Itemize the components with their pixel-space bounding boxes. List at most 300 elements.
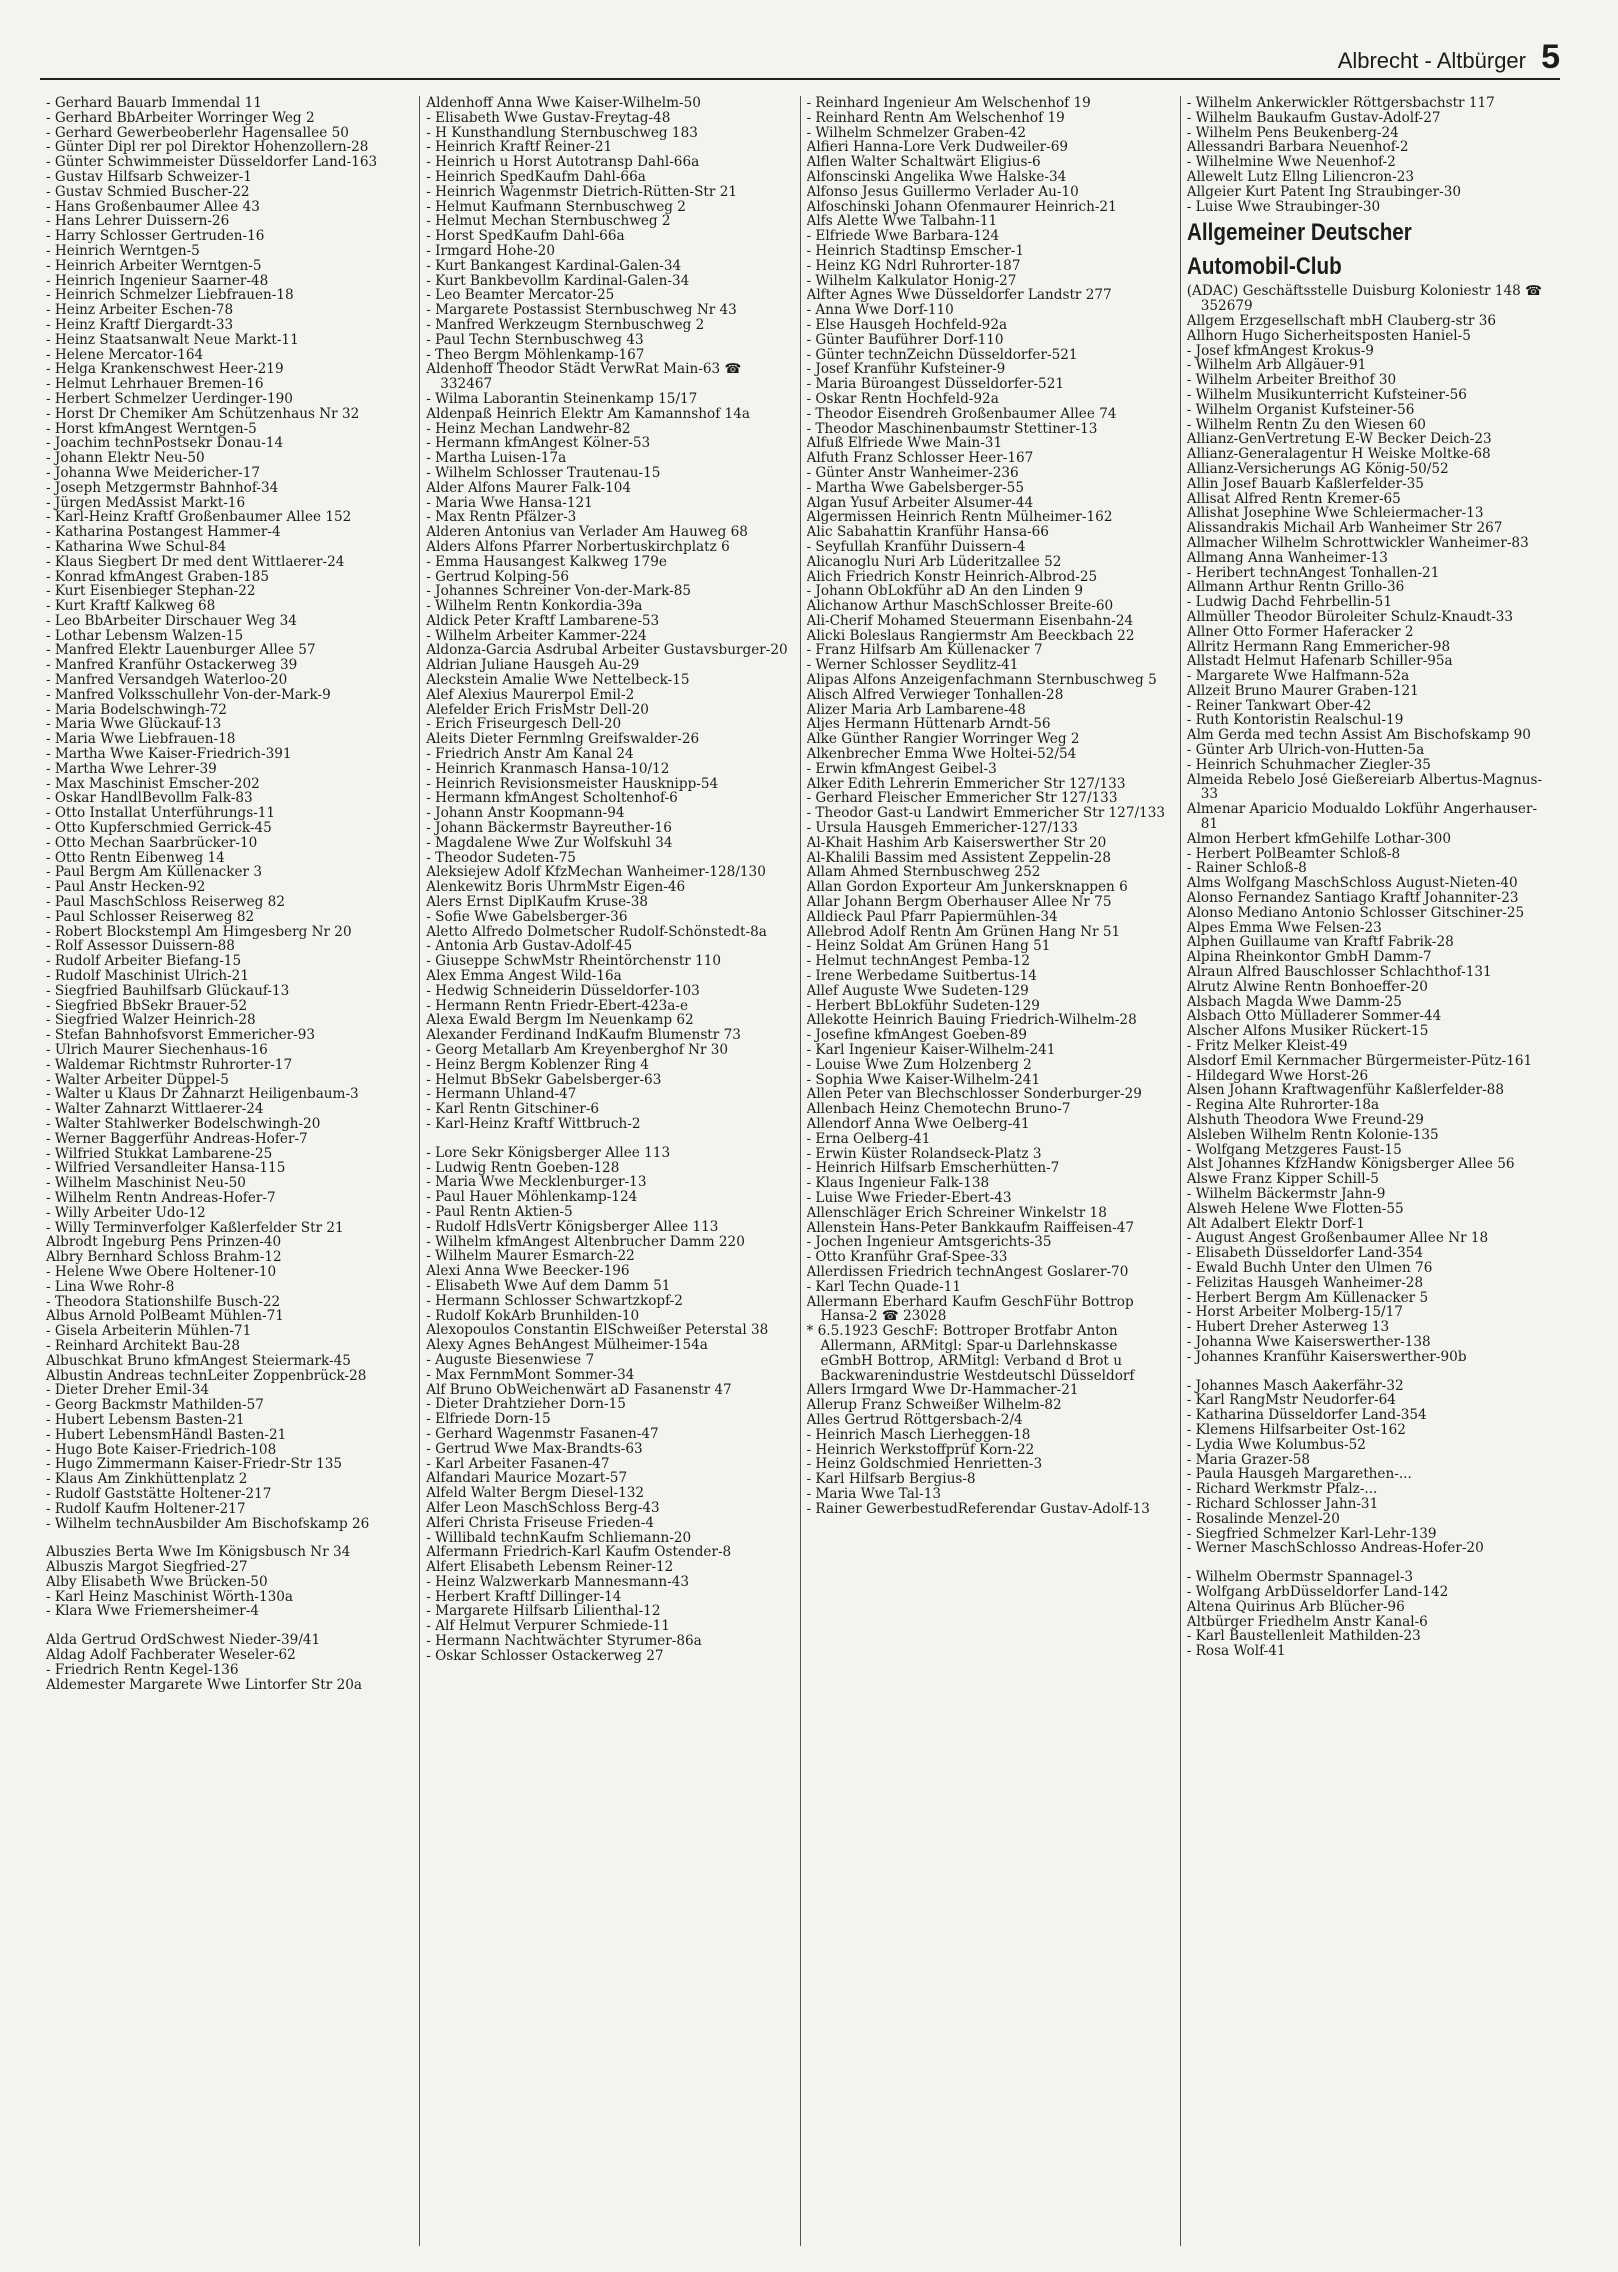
directory-entry: - Wilhelm Organist Kufsteiner-56 <box>1186 402 1415 418</box>
directory-entry: Allgem Erzgesellschaft mbH Clauberg-str 36 <box>1186 313 1497 329</box>
running-head: Albrecht - Altbürger <box>1337 48 1526 73</box>
directory-entry: - Maria Grazer-58 <box>1186 1452 1311 1468</box>
directory-entry: - Reinhard Ingenieur Am Welschenhof 19 <box>806 96 1091 111</box>
directory-entry: - Hugo Zimmermann Kaiser-Friedr-Str 135 <box>46 1457 343 1473</box>
directory-entry: Allhorn Hugo Sicherheitsposten Haniel-5 <box>1186 328 1471 344</box>
directory-entry: - Walter Arbeiter Düppel-5 <box>46 1072 229 1088</box>
directory-entry: - Rudolf Kaufm Holtener-217 <box>46 1501 246 1517</box>
directory-entry: - Theodor Gast-u Landwirt Emmericher Str 127/133 <box>806 806 1165 822</box>
directory-entry: - Ursula Hausgeh Emmericher-127/133 <box>806 821 1078 836</box>
directory-entry: - Lore Sekr Königsberger Allee 113 <box>426 1145 671 1161</box>
directory-entry: - Herbert Bergm Am Küllenacker 5 <box>1186 1290 1429 1306</box>
directory-entry: - Heinrich Kranmasch Hansa-10/12 <box>426 761 670 777</box>
directory-entry: - Siegfried Schmelzer Karl-Lehr-139 <box>1186 1526 1437 1542</box>
directory-entry: - Oskar Rentn Hochfeld-92a <box>806 391 999 407</box>
directory-entry: - Heinz Mechan Landwehr-82 <box>426 421 631 437</box>
directory-entry: Alef Alexius Maurerpol Emil-2 <box>426 687 635 703</box>
directory-entry: - Rudolf Maschinist Ulrich-21 <box>46 969 249 984</box>
directory-entry: - Wilhelm Rentn Konkordia-39a <box>426 599 643 614</box>
directory-entry: - Siegfried Bauhilfsarb Glückauf-13 <box>46 983 290 999</box>
column-4 <box>1180 96 1560 2246</box>
directory-entry: - Helmut Mechan Sternbuschweg 2 <box>426 214 671 230</box>
directory-entry: - Siegfried BbSekr Brauer-52 <box>46 998 248 1014</box>
directory-entry: - Otto Mechan Saarbrücker-10 <box>46 835 258 851</box>
directory-entry: - Karl Rentn Gitschiner-6 <box>426 1102 600 1117</box>
directory-entry: Alex Emma Angest Wild-16a <box>426 969 622 984</box>
directory-entry: - Heribert technAngest Tonhallen-21 <box>1186 565 1440 581</box>
directory-entry: Alexopoulos Constantin ElSchweißer Peterstal 38 <box>426 1323 769 1339</box>
entry-gap <box>46 1531 413 1545</box>
directory-entry: - Hugo Bote Kaiser-Friedrich-108 <box>46 1442 277 1458</box>
directory-entry: Alic Sabahattin Kranführ Hansa-66 <box>806 525 1049 540</box>
directory-entry: - Max Rentn Pfälzer-3 <box>426 510 577 526</box>
directory-entry: - Paul MaschSchloss Reiserweg 82 <box>46 895 285 910</box>
directory-entry: - Karl-Heinz Kraftf Großenbaumer Allee 152 <box>46 510 352 526</box>
directory-entry: - Sofie Wwe Gabelsberger-36 <box>426 909 628 925</box>
directory-entry: - Herbert PolBeamter Schloß-8 <box>1186 846 1401 862</box>
bold-heading: Allgemeiner Deutscher <box>1186 219 1412 247</box>
directory-entry: - Antonia Arb Gustav-Adolf-45 <box>426 939 633 955</box>
directory-entry: Alich Friedrich Konstr Heinrich-Albrod-25 <box>806 569 1098 585</box>
directory-entry: - Alf Helmut Verpurer Schmiede-11 <box>426 1619 670 1635</box>
directory-entry: - Heinz Kraftf Diergardt-33 <box>46 317 234 333</box>
directory-entry: Alexi Anna Wwe Beecker-196 <box>426 1264 630 1279</box>
directory-entry: - Karl-Heinz Kraftf Wittbruch-2 <box>426 1116 641 1132</box>
directory-entry: Alsweh Helene Wwe Flotten-55 <box>1186 1201 1404 1217</box>
directory-entry: - Wilhelm Ankerwickler Röttgersbachstr 117 <box>1186 96 1495 111</box>
directory-entry: - Maria Wwe Mecklenburger-13 <box>426 1175 647 1191</box>
directory-entry: Aletto Alfredo Dolmetscher Rudolf-Schönstedt-8a <box>426 924 767 940</box>
directory-entry: Alsdorf Emil Kernmacher Bürgermeister-Pütz-161 <box>1186 1053 1533 1069</box>
directory-entry: Alfermann Friedrich-Karl Kaufm Ostender-8 <box>426 1545 732 1561</box>
directory-entry: - Heinrich Schuhmacher Ziegler-35 <box>1186 757 1431 773</box>
directory-entry: - Kurt Eisenbieger Stephan-22 <box>46 584 256 600</box>
directory-entry: - Maria Wwe Tal-13 <box>806 1486 942 1502</box>
directory-entry: Alpina Rheinkontor GmbH Damm-7 <box>1186 950 1432 966</box>
directory-entry: - Herbert Kraftf Dillinger-14 <box>426 1589 622 1605</box>
directory-entry: - Auguste Biesenwiese 7 <box>426 1352 595 1368</box>
directory-entry: - Wilhelm Kalkulator Honig-27 <box>806 273 1017 289</box>
directory-entry: - Hans Großenbaumer Allee 43 <box>46 199 260 215</box>
directory-entry: Alexy Agnes BehAngest Mülheimer-154a <box>426 1338 708 1353</box>
directory-entry: Alfonso Jesus Guillermo Verlader Au-10 <box>806 184 1079 200</box>
directory-entry: Allgeier Kurt Patent Ing Straubinger-30 <box>1186 184 1462 200</box>
directory-entry: Allzeit Bruno Maurer Graben-121 <box>1186 683 1419 699</box>
directory-entry: - Margarete Wwe Halfmann-52a <box>1186 669 1410 684</box>
directory-entry: Alefelder Erich FrisMstr Dell-20 <box>426 702 649 718</box>
directory-entry: Alonso Mediano Antonio Schlosser Gitschiner-25 <box>1186 905 1525 921</box>
directory-entry: - Johanna Wwe Kaiserswerther-138 <box>1186 1334 1431 1350</box>
directory-entry: - Josef kfmAngest Krokus-9 <box>1186 343 1374 359</box>
directory-entry: - Joseph Metzgermstr Bahnhof-34 <box>46 480 279 496</box>
directory-entry: - Katharina Postangest Hammer-4 <box>46 525 281 540</box>
directory-entry: Alswe Franz Kipper Schill-5 <box>1186 1172 1379 1187</box>
directory-entry: - Paul Anstr Hecken-92 <box>46 880 206 896</box>
directory-entry: Allerdissen Friedrich technAngest Goslarer-70 <box>806 1264 1129 1280</box>
directory-entry: Aldrian Juliane Hausgeh Au-29 <box>426 658 640 674</box>
directory-entry: - Friedrich Anstr Am Kanal 24 <box>426 747 634 762</box>
bold-heading: Automobil-Club <box>1186 253 1342 281</box>
directory-entry: - Anna Wwe Dorf-110 <box>806 303 954 318</box>
directory-entry: - Hubert Dreher Asterweg 13 <box>1186 1320 1390 1335</box>
directory-entry: Aleckstein Amalie Wwe Nettelbeck-15 <box>426 673 690 688</box>
directory-entry: Alraun Alfred Bauschlosser Schlachthof-131 <box>1186 965 1492 980</box>
directory-entry: Alfuth Franz Schlosser Heer-167 <box>806 451 1034 466</box>
directory-entry: - Helene Wwe Obere Holtener-10 <box>46 1264 277 1280</box>
directory-entry: - Helmut Kaufmann Sternbuschweg 2 <box>426 199 686 215</box>
directory-entry: - Elisabeth Düsseldorfer Land-354 <box>1186 1246 1424 1261</box>
directory-entry: - Günter Anstr Wanheimer-236 <box>806 465 1019 481</box>
directory-entry: Allmacher Wilhelm Schrottwickler Wanheimer-83 <box>1186 535 1529 551</box>
directory-entry: - Heinz Bergm Koblenzer Ring 4 <box>426 1057 649 1073</box>
directory-entry: - Oskar Schlosser Ostackerweg 27 <box>426 1648 664 1664</box>
directory-entry: - Walter Stahlwerker Bodelschwingh-20 <box>46 1116 321 1132</box>
directory-entry: - Heinrich Stadtinsp Emscher-1 <box>806 243 1025 259</box>
directory-entry: - Max Maschinist Emscher-202 <box>46 776 260 792</box>
directory-entry: - Konrad kfmAngest Graben-185 <box>46 569 270 585</box>
directory-entry: Allner Otto Former Haferacker 2 <box>1186 624 1414 640</box>
directory-entry: - Heinz Soldat Am Grünen Hang 51 <box>806 939 1051 955</box>
directory-entry: - Ludwig Dachd Fehrbellin-51 <box>1186 595 1392 610</box>
directory-entry: - Erwin Küster Rolandseck-Platz 3 <box>806 1146 1042 1162</box>
directory-entry: * 6.5.1923 GeschF: Bottroper Brotfabr Anton Allermann, ARMitgl: Spar-u Darlehnskasse eGmbH Bottrop, ARMitgl: Verband d Brot u Backwarenindustrie Westdeutschl Düsseldorf <box>806 1324 1135 1384</box>
directory-entry: - Erich Friseurgesch Dell-20 <box>426 717 622 733</box>
directory-entry: - Johann Elektr Neu-50 <box>46 451 205 466</box>
directory-entry: - Wilhelm kfmAngest Altenbrucher Damm 220 <box>426 1234 745 1250</box>
directory-entry: - Gertrud Wwe Max-Brandts-63 <box>426 1441 643 1457</box>
directory-entry: - Johann ObLokführ aD An den Linden 9 <box>806 584 1084 600</box>
directory-entry: - Werner MaschSchlosso Andreas-Hofer-20 <box>1186 1541 1484 1557</box>
directory-entry: - Heinrich Werntgen-5 <box>46 243 200 259</box>
directory-entry: Alder Alfons Maurer Falk-104 <box>426 480 632 496</box>
directory-entry: Allendorf Anna Wwe Oelberg-41 <box>806 1116 1030 1132</box>
directory-entry: - Jürgen MedAssist Markt-16 <box>46 495 246 511</box>
directory-entry: - Klaus Am Zinkhüttenplatz 2 <box>46 1472 248 1487</box>
directory-entry: Allstadt Helmut Hafenarb Schiller-95a <box>1186 654 1453 670</box>
page-number: 5 <box>1541 38 1560 76</box>
directory-entry: Alfoschinski Johann Ofenmaurer Heinrich-21 <box>806 199 1117 215</box>
directory-entry: - Hermann kfmAngest Scholtenhof-6 <box>426 791 678 807</box>
directory-entry: - Helmut Lehrhauer Bremen-16 <box>46 377 264 392</box>
directory-entry: - Josefine kfmAngest Goeben-89 <box>806 1028 1027 1043</box>
directory-entry: Alenkewitz Boris UhrmMstr Eigen-46 <box>426 880 686 896</box>
directory-entry: Alexander Ferdinand IndKaufm Blumenstr 73 <box>426 1028 741 1043</box>
directory-entry: - Maria Büroangest Düsseldorfer-521 <box>806 377 1064 392</box>
entry-gap <box>46 1619 413 1633</box>
directory-entry: Allan Gordon Exporteur Am Junkersknappen 6 <box>806 880 1128 896</box>
directory-entry: Al-Khait Hashim Arb Kaiserswerther Str 20 <box>806 835 1107 851</box>
directory-entry: Alfonscinski Angelika Wwe Halske-34 <box>806 169 1067 185</box>
directory-entry: - Wilhelm Maurer Esmarch-22 <box>426 1249 635 1265</box>
directory-entry: Alders Alfons Pfarrer Norbertuskirchplatz 6 <box>426 539 730 555</box>
directory-entry: Allen Peter van Blechschlosser Sonderburger-29 <box>806 1087 1142 1103</box>
directory-entry: Allar Johann Bergm Oberhauser Allee Nr 75 <box>806 895 1112 910</box>
directory-entry: - Heinrich u Horst Autotransp Dahl-66a <box>426 155 700 170</box>
directory-entry: Alipas Alfons Anzeigenfachmann Sternbuschweg 5 <box>806 673 1157 688</box>
directory-entry: - Heinrich Masch Lierheggen-18 <box>806 1427 1031 1443</box>
directory-entry: Alm Gerda med techn Assist Am Bischofskamp 90 <box>1186 728 1531 744</box>
directory-entry: Allewelt Lutz Ellng Liliencron-23 <box>1186 169 1415 185</box>
directory-entry: - Siegfried Walzer Heinrich-28 <box>46 1013 256 1029</box>
directory-entry: - Robert Blockstempl Am Himgesberg Nr 20 <box>46 924 352 940</box>
directory-entry: - Maria Wwe Hansa-121 <box>426 495 593 511</box>
directory-entry: Allisat Alfred Rentn Kremer-65 <box>1186 491 1401 507</box>
directory-entry: - Seyfullah Kranführ Duissern-4 <box>806 539 1026 555</box>
directory-entry: - Rainer GewerbestudReferendar Gustav-Adolf-13 <box>806 1501 1150 1517</box>
directory-entry: - Rolf Assessor Duissern-88 <box>46 939 235 955</box>
directory-entry: - Max FernmMont Sommer-34 <box>426 1367 635 1383</box>
directory-entry: - Reinhard Architekt Bau-28 <box>46 1338 240 1354</box>
directory-entry: Allianz-Generalagentur H Weiske Moltke-68 <box>1186 447 1491 462</box>
directory-entry: Allishat Josephine Wwe Schleiermacher-13 <box>1186 506 1484 522</box>
directory-entry: - Paul Schlosser Reiserweg 82 <box>46 909 255 925</box>
directory-entry: - Waldemar Richtmstr Ruhrorter-17 <box>46 1057 293 1073</box>
directory-entry: Al-Khalili Bassim med Assistent Zeppelin-28 <box>806 850 1111 866</box>
directory-entry: - Hubert LebensmHändl Basten-21 <box>46 1427 287 1443</box>
directory-entry: Alfuß Elfriede Wwe Main-31 <box>806 436 1003 452</box>
directory-entry: - Kurt Bankangest Kardinal-Galen-34 <box>426 258 682 274</box>
directory-entry: - Wilma Laborantin Steinenkamp 15/17 <box>426 391 698 407</box>
entry-gap <box>1187 1556 1554 1570</box>
directory-entry: - Johann Bäckermstr Bayreuther-16 <box>426 821 672 836</box>
directory-entry: Alfer Leon MaschSchloss Berg-43 <box>426 1500 660 1516</box>
directory-entry: - Horst Dr Chemiker Am Schützenhaus Nr 32 <box>46 406 360 422</box>
directory-entry: Aldag Adolf Fachberater Weseler-62 <box>46 1648 296 1663</box>
directory-entry: - Margarete Hilfsarb Lilienthal-12 <box>426 1604 661 1620</box>
directory-entry: - Wolfgang ArbDüsseldorfer Land-142 <box>1186 1584 1449 1600</box>
directory-entry: - Wilhelm Rentn Andreas-Hofer-7 <box>46 1190 276 1206</box>
directory-entry: - Paula Hausgeh Margarethen-... <box>1186 1467 1412 1483</box>
directory-entry: - Dieter Dreher Emil-34 <box>46 1383 209 1399</box>
page-header <box>40 40 1560 80</box>
directory-entry: Altena Quirinus Arb Blücher-96 <box>1186 1599 1405 1615</box>
directory-entry: - Karl Baustellenleit Mathilden-23 <box>1186 1629 1421 1645</box>
directory-entry: - Hedwig Schneiderin Düsseldorfer-103 <box>426 983 700 999</box>
directory-entry: - Wilhelm Musikunterricht Kufsteiner-56 <box>1186 387 1467 403</box>
directory-entry: - Magdalene Wwe Zur Wolfskuhl 34 <box>426 835 673 851</box>
directory-entry: Aldonza-Garcia Asdrubal Arbeiter Gustavsburger-20 <box>426 643 788 659</box>
directory-entry: Alisch Alfred Verwieger Tonhallen-28 <box>806 687 1064 703</box>
directory-entry: Alicki Boleslaus Rangiermstr Am Beeckbach 22 <box>806 628 1135 644</box>
directory-entry: - Heinz Walzwerkarb Mannesmann-43 <box>426 1574 690 1590</box>
directory-entry: Allam Ahmed Sternbuschweg 252 <box>806 865 1041 881</box>
directory-entry: Alker Edith Lehrerin Emmericher Str 127/133 <box>806 776 1126 792</box>
directory-entry: Alonso Fernandez Santiago Kraftf Johanniter-23 <box>1186 891 1519 906</box>
directory-entry: Alt Adalbert Elektr Dorf-1 <box>1186 1216 1365 1232</box>
directory-entry: Alferi Christa Friseuse Frieden-4 <box>426 1515 654 1531</box>
directory-entry: - Manfred Versandgeh Waterloo-20 <box>46 673 288 688</box>
directory-entry: - Otto Kupferschmied Gerrick-45 <box>46 821 272 836</box>
directory-entry: Algermissen Heinrich Rentn Mülheimer-162 <box>806 510 1113 526</box>
directory-entry: - Heinrich SpedKaufm Dahl-66a <box>426 169 646 185</box>
directory-entry: - Martha Wwe Lehrer-39 <box>46 761 217 777</box>
column-3 <box>800 96 1180 2246</box>
directory-entry: - Fritz Melker Kleist-49 <box>1186 1039 1348 1054</box>
directory-entry: - Lydia Wwe Kolumbus-52 <box>1186 1437 1366 1453</box>
directory-entry: Alkenbrecher Emma Wwe Holtei-52/54 <box>806 747 1077 762</box>
directory-entry: - Otto Rentn Eibenweg 14 <box>46 850 225 866</box>
directory-entry: Alrutz Alwine Rentn Bonhoeffer-20 <box>1186 979 1428 995</box>
directory-entry: Alizer Maria Arb Lambarene-48 <box>806 702 1026 718</box>
directory-entry: Allenstein Hans-Peter Bankkaufm Raiffeisen-47 <box>806 1220 1135 1236</box>
directory-entry: - Reinhard Rentn Am Welschenhof 19 <box>806 110 1065 126</box>
directory-entry: Alf Bruno ObWeichenwärt aD Fasanenstr 47 <box>426 1382 732 1398</box>
directory-entry: - Luise Wwe Straubinger-30 <box>1186 199 1381 215</box>
directory-entry: Allenschläger Erich Schreiner Winkelstr 18 <box>806 1205 1107 1221</box>
directory-entry: - Franz Hilfsarb Am Küllenacker 7 <box>806 643 1043 659</box>
directory-entry: Allianz-Versicherungs AG König-50/52 <box>1186 461 1449 477</box>
directory-entry: - Manfred Kranführ Ostackerweg 39 <box>46 658 298 674</box>
directory-entry: - Hans Lehrer Duissern-26 <box>46 214 230 230</box>
directory-entry: - Richard Werkmstr Pfalz-... <box>1186 1482 1378 1497</box>
directory-entry: - Emma Hausangest Kalkweg 179e <box>426 554 667 570</box>
directory-entry: - Helmut BbSekr Gabelsberger-63 <box>426 1072 662 1088</box>
directory-entry: - Heinrich Schmelzer Liebfrauen-18 <box>46 288 294 304</box>
directory-entry: Alfter Agnes Wwe Düsseldorfer Landstr 277 <box>806 288 1112 304</box>
directory-entry: - Maria Bodelschwingh-72 <box>46 702 227 718</box>
directory-entry: - Louise Wwe Zum Holzenberg 2 <box>806 1057 1032 1073</box>
directory-entry: - Wilhelm Pens Beukenberg-24 <box>1186 125 1399 141</box>
directory-entry: - Paul Techn Sternbuschweg 43 <box>426 332 644 348</box>
directory-entry: - Günter Bauführer Dorf-110 <box>806 332 1004 348</box>
directory-entry: Alissandrakis Michail Arb Wanheimer Str 267 <box>1186 521 1503 536</box>
directory-entry: - Paul Hauer Möhlenkamp-124 <box>426 1190 638 1205</box>
directory-entry: - Gertrud Kolping-56 <box>426 569 570 585</box>
directory-entry: - Rudolf KokArb Brunhilden-10 <box>426 1308 640 1324</box>
directory-entry: - Wilhelm technAusbilder Am Bischofskamp 26 <box>46 1516 370 1532</box>
directory-entry: Aldick Peter Kraftf Lambarene-53 <box>426 613 660 629</box>
directory-entry: Allmann Arthur Rentn Grillo-36 <box>1186 580 1405 596</box>
directory-entry: - Kurt Kraftf Kalkweg 68 <box>46 599 216 614</box>
directory-entry: - Klemens Hilfsarbeiter Ost-162 <box>1186 1422 1406 1438</box>
directory-entry: Aldenhoff Anna Wwe Kaiser-Wilhelm-50 <box>426 96 701 111</box>
directory-entry: - Karl Heinz Maschinist Wörth-130a <box>46 1589 293 1605</box>
directory-entry: - Theodor Maschinenbaumstr Stettiner-13 <box>806 421 1098 437</box>
directory-entry: - Erna Oelberg-41 <box>806 1131 931 1147</box>
directory-entry: - Wilhelm Schmelzer Graben-42 <box>806 125 1027 141</box>
directory-entry: - Werner Baggerführ Andreas-Hofer-7 <box>46 1131 308 1147</box>
directory-entry: - Wilhelm Arb Allgäuer-91 <box>1186 358 1367 374</box>
directory-entry: Ali-Cherif Mohamed Steuermann Eisenbahn-24 <box>806 613 1134 629</box>
directory-entry: - Heinrich Revisionsmeister Hausknipp-54 <box>426 776 719 792</box>
directory-entry: - August Angest Großenbaumer Allee Nr 18 <box>1186 1231 1489 1247</box>
directory-entry: - Hermann Schlosser Schwartzkopf-2 <box>426 1293 683 1309</box>
directory-entry: - Elisabeth Wwe Auf dem Damm 51 <box>426 1278 671 1294</box>
directory-entry: - Joachim technPostsekr Donau-14 <box>46 436 284 452</box>
directory-entry: Alldieck Paul Pfarr Papiermühlen-34 <box>806 909 1058 925</box>
directory-entry: - Manfred Volksschullehr Von-der-Mark-9 <box>46 687 331 703</box>
directory-entry: Alby Elisabeth Wwe Brücken-50 <box>46 1574 268 1590</box>
directory-entry: Alfert Elisabeth Lebensm Reiner-12 <box>426 1560 674 1575</box>
directory-entry: - Erwin kfmAngest Geibel-3 <box>806 761 997 777</box>
directory-entry: - Wilhelm Arbeiter Breithof 30 <box>1186 373 1397 388</box>
directory-entry: Alke Günther Rangier Worringer Weg 2 <box>806 732 1080 748</box>
directory-entry: - Elfriede Dorn-15 <box>426 1412 551 1427</box>
directory-entry: Alsleben Wilhelm Rentn Kolonie-135 <box>1186 1127 1439 1143</box>
directory-entry: - Gustav Hilfsarb Schweizer-1 <box>46 169 252 185</box>
directory-entry: - Otto Kranführ Graf-Spee-33 <box>806 1250 1008 1265</box>
directory-entry: - Theodora Stationshilfe Busch-22 <box>46 1294 281 1310</box>
directory-entry: - Karl Arbeiter Fasanen-47 <box>426 1456 610 1472</box>
directory-entry: Aldemester Margarete Wwe Lintorfer Str 20a <box>46 1677 362 1693</box>
directory-entry: Alshuth Theodora Wwe Freund-29 <box>1186 1113 1424 1128</box>
directory-entry: - Oskar HandlBevollm Falk-83 <box>46 791 253 807</box>
directory-entry: Albus Arnold PolBeamt Mühlen-71 <box>46 1309 284 1325</box>
directory-entry: Almeida Rebelo José Gießereiarb Albertus-Magnus-33 <box>1186 772 1543 803</box>
directory-entry: - Helene Mercator-164 <box>46 347 204 363</box>
directory-entry: Allebrod Adolf Rentn Am Grünen Hang Nr 51 <box>806 924 1121 940</box>
directory-entry: - Karl Ingenieur Kaiser-Wilhelm-241 <box>806 1043 1056 1058</box>
directory-entry: - Hermann kfmAngest Kölner-53 <box>426 436 651 452</box>
directory-entry: - Heinz KG Ndrl Ruhrorter-187 <box>806 258 1021 274</box>
directory-entry: Alflen Walter Schaltwärt Eligius-6 <box>806 155 1041 170</box>
directory-entry: - Martha Luisen-17a <box>426 451 567 466</box>
directory-entry: - Karl Hilfsarb Bergius-8 <box>806 1472 976 1487</box>
directory-entry: - Giuseppe SchwMstr Rheintörchenstr 110 <box>426 954 722 970</box>
directory-entry: - Martha Wwe Gabelsberger-55 <box>806 480 1024 496</box>
directory-entry: (ADAC) Geschäftsstelle Duisburg Koloniestr 148 ☎ 352679 <box>1186 284 1543 314</box>
entry-gap <box>426 1132 793 1146</box>
directory-entry: - Wilhelm Maschinist Neu-50 <box>46 1176 246 1191</box>
directory-entry: - Klaus Siegbert Dr med dent Wittlaerer-24 <box>46 554 345 570</box>
directory-entry: - Walter Zahnarzt Wittlaerer-24 <box>46 1102 264 1117</box>
directory-entry: Alfandari Maurice Mozart-57 <box>426 1471 628 1487</box>
directory-entry: Albry Bernhard Schloss Brahm-12 <box>46 1250 282 1265</box>
directory-entry: Alms Wolfgang MaschSchloss August-Nieten-40 <box>1186 876 1518 892</box>
directory-entry: - Gerhard Gewerbeoberlehr Hagensallee 50 <box>46 125 349 141</box>
column-2 <box>419 96 799 2246</box>
directory-entry: - Wilhelm Bäckermstr Jahn-9 <box>1186 1186 1386 1202</box>
directory-entry: Allerup Franz Schweißer Wilhelm-82 <box>806 1398 1062 1413</box>
directory-entry: - Jochen Ingenieur Amtsgerichts-35 <box>806 1235 1052 1251</box>
directory-entry: - Karl RangMstr Neudorfer-64 <box>1186 1393 1396 1409</box>
directory-entry: Allermann Eberhard Kaufm GeschFühr Bottrop Hansa-2 ☎ 23028 <box>806 1294 1134 1325</box>
directory-entry: - Sophia Wwe Kaiser-Wilhelm-241 <box>806 1072 1041 1088</box>
directory-entry: - Harry Schlosser Gertruden-16 <box>46 229 265 244</box>
directory-entry: - Gerhard Fleischer Emmericher Str 127/133 <box>806 791 1118 807</box>
directory-entry: - Gerhard Bauarb Immendal 11 <box>46 96 262 111</box>
directory-entry: Allef Auguste Wwe Sudeten-129 <box>806 983 1029 999</box>
directory-entry: - Klara Wwe Friemersheimer-4 <box>46 1604 259 1620</box>
directory-entry: - Günter Schwimmeister Düsseldorfer Land-163 <box>46 155 378 170</box>
directory-entry: Altbürger Friedhelm Anstr Kanal-6 <box>1186 1614 1428 1630</box>
directory-entry: - Johanna Wwe Meidericher-17 <box>46 465 261 481</box>
directory-entry: Alfieri Hanna-Lore Verk Dudweiler-69 <box>806 140 1069 156</box>
directory-entry: Alexa Ewald Bergm Im Neuenkamp 62 <box>426 1013 694 1029</box>
directory-entry: - Felizitas Hausgeh Wanheimer-28 <box>1186 1275 1424 1291</box>
directory-entry: - Theo Bergm Möhlenkamp-167 <box>426 347 645 363</box>
directory-entry: - Günter Arb Ulrich-von-Hutten-5a <box>1186 743 1425 758</box>
directory-entry: - Manfred Werkzeugm Sternbuschweg 2 <box>426 317 705 333</box>
directory-entry: - Willibald technKaufm Schliemann-20 <box>426 1530 692 1546</box>
directory-entry: - Heinz Arbeiter Eschen-78 <box>46 303 234 318</box>
directory-entry: Albuszis Margot Siegfried-27 <box>46 1560 248 1575</box>
directory-entry: - Dieter Drahtzieher Dorn-15 <box>426 1397 626 1413</box>
directory-entry: Albrodt Ingeburg Pens Prinzen-40 <box>46 1235 282 1251</box>
directory-entry: Algan Yusuf Arbeiter Alsumer-44 <box>806 495 1034 511</box>
directory-entry: - Paul Rentn Aktien-5 <box>426 1204 573 1220</box>
directory-entry: - Wilfried Stukkat Lambarene-25 <box>46 1146 273 1162</box>
directory-entry: Alichanow Arthur MaschSchlosser Breite-60 <box>806 599 1114 614</box>
directory-entry: Allenbach Heinz Chemotechn Bruno-7 <box>806 1102 1071 1117</box>
directory-entry: - Rainer Schloß-8 <box>1186 861 1307 877</box>
directory-entry: - Rudolf Arbeiter Biefang-15 <box>46 954 242 970</box>
directory-entry: Alst Johannes KfzHandw Königsberger Allee 56 <box>1186 1157 1515 1173</box>
directory-entry: Alicanoglu Nuri Arb Lüderitzallee 52 <box>806 554 1062 570</box>
directory-columns <box>40 96 1560 2246</box>
directory-entry: - Georg Backmstr Mathilden-57 <box>46 1398 264 1413</box>
directory-entry: - Werner Schlosser Seydlitz-41 <box>806 658 1019 674</box>
